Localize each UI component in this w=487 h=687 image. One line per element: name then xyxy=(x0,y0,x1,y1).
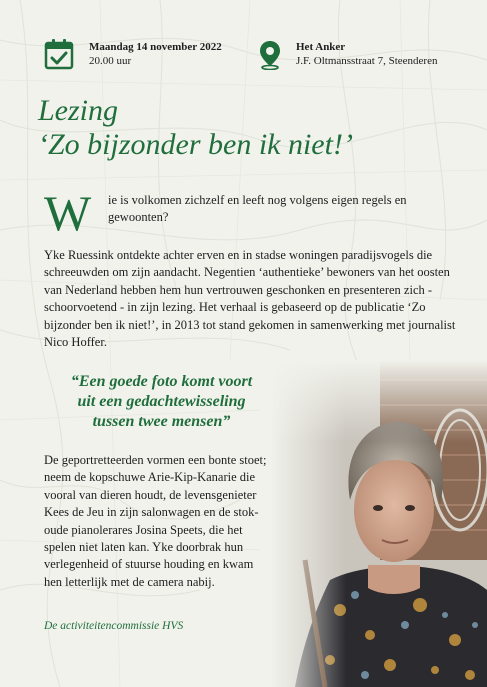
event-date-block xyxy=(89,40,222,68)
page-title xyxy=(38,94,353,162)
quote-line-1: “Een goede foto komt voort xyxy=(70,373,253,390)
pull-quote xyxy=(44,372,279,432)
event-time: 20.00 uur xyxy=(89,55,132,67)
event-address: J.F. Oltmansstraat 7, Steenderen xyxy=(296,55,438,67)
drop-cap: W xyxy=(44,185,92,241)
quote-line-2: uit een gedachtewisseling xyxy=(77,393,246,410)
paragraph-line: neem de kopschuwe Arie-Kip-Kanarie die xyxy=(44,470,256,485)
paragraph-line: oude pianolerares Josina Speets, die het xyxy=(44,522,243,537)
portrait-photo xyxy=(270,360,487,687)
paragraph-line: Kees de Jeu in zijn salonwagen en de stok- xyxy=(44,505,259,520)
title-line-1: Lezing xyxy=(38,94,119,127)
signature: De activiteitencommissie HVS xyxy=(44,620,184,632)
event-date: Maandag 14 november 2022 xyxy=(89,41,222,53)
paragraph-line: hen letterlijk met de camera nabij. xyxy=(44,574,215,589)
map-pin-icon xyxy=(258,40,282,70)
title-line-2: ‘Zo bijzonder ben ik niet!’ xyxy=(38,128,353,161)
paragraph-secondary xyxy=(44,452,284,591)
intro-text: ie is volkomen zichzelf en leeft nog volgens eigen regels en gewoonten? xyxy=(108,193,407,224)
event-location-block xyxy=(296,40,437,68)
event-venue: Het Anker xyxy=(296,41,346,53)
quote-line-3: tussen twee mensen” xyxy=(92,413,231,430)
paragraph-line: spelen niet laten kan. Yke doorbrak hun xyxy=(44,540,244,555)
calendar-check-icon xyxy=(44,38,74,70)
paragraph-line: vooral van dieren houdt, de levensgenieter xyxy=(44,487,257,502)
paragraph-line: De geportretteerden vormen een bonte stoet; xyxy=(44,453,267,467)
paragraph-line: verlegenheid of stuurse houding en kwam xyxy=(44,557,254,572)
paragraph-main: Yke Ruessink ontdekte achter erven en in stadse woningen paradijsvogels die schreeuwden om zijn aandacht. Negentien ‘authentieke’ bewoners van het oosten van Nederland hebben hem hun vertrouwen geschonken en presenteren zich - schoorvoetend - in zijn lezing. Het verhaal is gebaseerd op de publicatie ‘Zo bijzonder ben ik niet!’, in 2013 tot stand gekomen in samenwerking met journalist Nico Hoffer. xyxy=(44,248,456,350)
